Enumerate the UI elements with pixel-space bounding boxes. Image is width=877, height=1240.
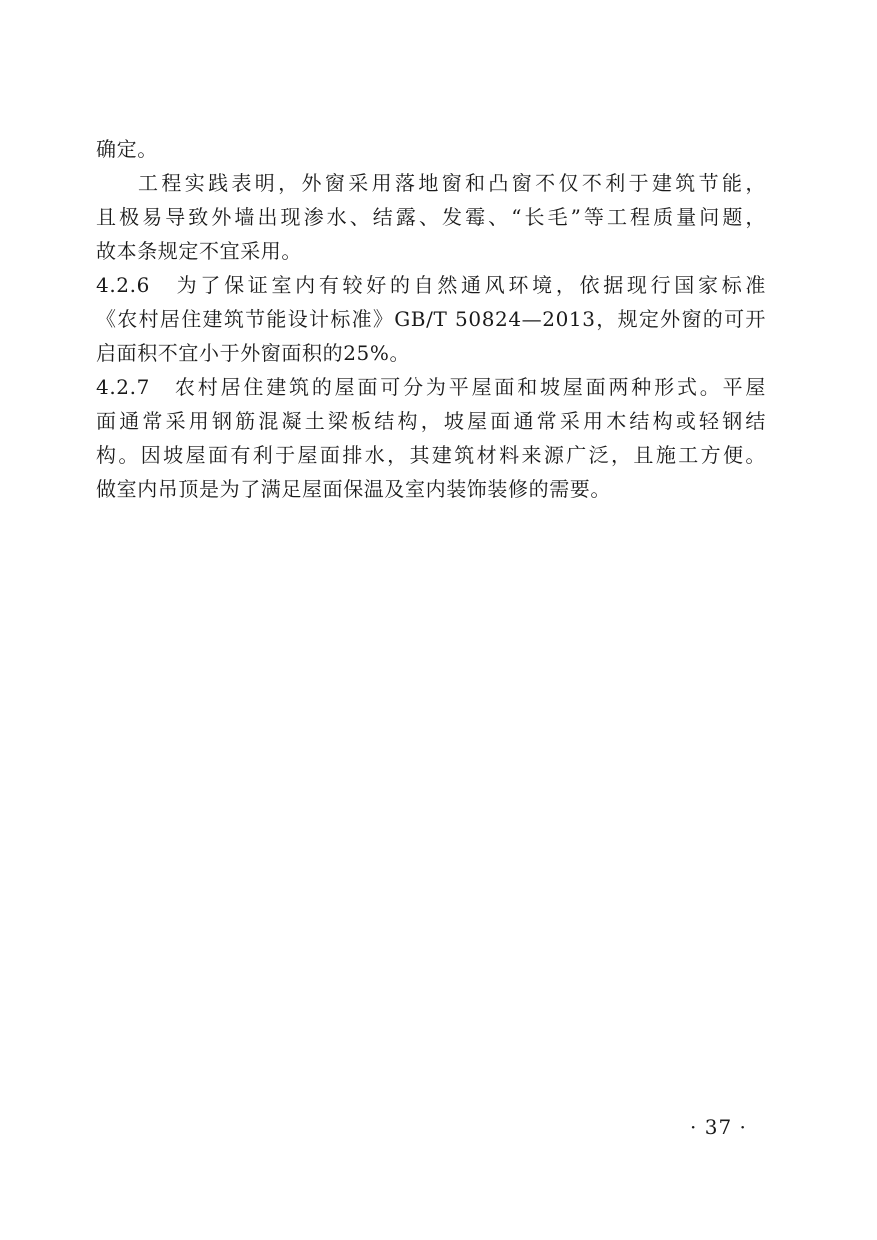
body-text (96, 132, 766, 506)
clause-4-2-6-line-3: 启面积不宜小于外窗面积的25%。 (96, 341, 411, 365)
text-line-2: 工程实践表明，外窗采用落地窗和凸窗不仅不利于建筑节能， (138, 171, 766, 195)
text-line-3: 且极易导致外墙出现渗水、结露、发霉、“长毛”等工程质量问题， (96, 205, 766, 229)
text-line-4: 故本条规定不宜采用。 (96, 239, 302, 263)
page-number: · 37 · (690, 1115, 747, 1139)
clause-4-2-7-line-2: 面通常采用钢筋混凝土梁板结构，坡屋面通常采用木结构或轻钢结 (96, 409, 766, 433)
clause-4-2-7-line-3: 构。因坡屋面有利于屋面排水，其建筑材料来源广泛，且施工方便。 (96, 443, 766, 467)
text-line-1: 确定。 (96, 137, 158, 161)
clause-4-2-6-line-1: 4.2.6 为了保证室内有较好的自然通风环境，依据现行国家标准 (96, 273, 766, 297)
clause-4-2-7-line-1: 4.2.7 农村居住建筑的屋面可分为平屋面和坡屋面两种形式。平屋 (96, 375, 766, 399)
clause-4-2-6-line-2: 《农村居住建筑节能设计标准》GB/T 50824—2013，规定外窗的可开 (96, 307, 766, 331)
clause-4-2-7-line-4: 做室内吊顶是为了满足屋面保温及室内装饰装修的需要。 (96, 477, 611, 501)
